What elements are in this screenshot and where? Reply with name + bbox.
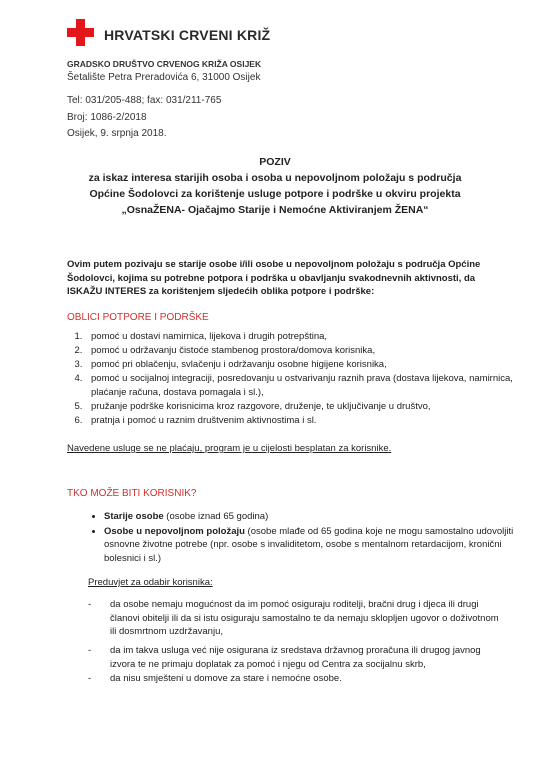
who-rest: (osobe mlađe od 65 godina koje ne mogu samostalno udovoljiti osnovne životne potrebe (npr. osobe s invaliditetom, osobe s mentalnom retardacijom, kronični bolesnici i sl.) <box>104 525 514 564</box>
who-rest: (osobe iznad 65 godina) <box>163 511 269 522</box>
list-item: 4. pomoć u socijalnoj integraciji, posredovanju u ostvarivanju raznih prava (dostava lijekova, namirnica, plaćanje računa, dostava pomagala i sl.), <box>85 372 515 399</box>
who-heading: TKO MOŽE BITI KORISNIK? <box>67 488 197 499</box>
who-list <box>88 510 514 566</box>
prereq-heading: Preduvjet za odabir korisnika: <box>88 577 213 588</box>
title-poziv: POZIV <box>259 156 291 168</box>
who-bold: Starije osobe <box>104 511 164 522</box>
address: Šetalište Petra Preradovića 6, 31000 Osijek <box>67 72 261 83</box>
list-item: 6. pratnja i pomoć u raznim društvenim aktivnostima i sl. <box>85 414 515 428</box>
red-cross-logo-icon <box>67 19 94 46</box>
title-line-3: Općine Šodolovci za korištenje usluge potpore i podrške u okviru projekta <box>89 188 461 200</box>
dash-marker: - <box>88 645 92 656</box>
list-item <box>88 644 500 671</box>
forms-list <box>67 330 515 428</box>
list-item <box>88 672 500 686</box>
document-date: Osijek, 9. srpnja 2018. <box>67 128 167 139</box>
intro-line-2: Šodolovci, kojima su potrebne potpora i podrška u obavljanju svakodnevnih aktivnosti, da <box>67 272 476 284</box>
free-note: Navedene usluge se ne plaćaju, program je u cijelosti besplatan za korisnike. <box>67 443 392 454</box>
intro-line-1: Ovim putem pozivaju se starije osobe i/ili osobe u nepovoljnom položaju s područja Općine <box>67 259 481 270</box>
title-line-4: „OsnaŽENA- Ojačajmo Starije i Nemoćne Aktiviranjem ŽENA“ <box>121 204 429 216</box>
prereq-text: da im takva usluga već nije osigurana iz sredstava državnog proračuna ili drugog javnog izvora te ne primaju doplatak za pomoć i njegu od Centra za socijalnu skrb, <box>110 645 481 670</box>
branch-name: GRADSKO DRUŠTVO CRVENOG KRIŽA OSIJEK <box>67 59 262 69</box>
list-item <box>104 510 514 524</box>
list-item: 2. pomoć u održavanju čistoće stambenog prostora/domova korisnika, <box>85 344 515 358</box>
document-number: Broj: 1086-2/2018 <box>67 112 147 123</box>
intro-paragraph <box>67 258 507 299</box>
list-item <box>104 525 514 566</box>
list-item <box>88 598 500 639</box>
intro-line-3: ISKAŽU INTERES za korištenjem sljedećih oblika potpore i podrške: <box>67 286 375 297</box>
list-item: 3. pomoć pri oblačenju, svlačenju i održavanju osobne higijene korisnika, <box>85 358 515 372</box>
prereq-text: da nisu smješteni u domove za stare i nemoćne osobe. <box>110 673 342 684</box>
dash-marker: - <box>88 599 92 610</box>
title-line-2: za iskaz interesa starijih osoba i osoba u nepovoljnom položaju s područja <box>88 172 462 184</box>
forms-heading: OBLICI POTPORE I PODRŠKE <box>67 312 209 323</box>
list-item: 1. pomoć u dostavi namirnica, lijekova i drugih potrepština, <box>85 330 515 344</box>
prereq-text: da osobe nemaju mogućnost da im pomoć osiguraju roditelji, bračni drug i djeca ili drugi članovi obitelji ili da si istu osiguraju samostalno te da nemaju sklopljen ugovor o doživotnom ili dosmrtnom uzdržavanju, <box>110 599 499 637</box>
contact-info: Tel: 031/205-488; fax: 031/211-765 <box>67 95 222 106</box>
list-item: 5. pružanje podrške korisnicima kroz razgovore, druženje, te uključivanje u društvo, <box>85 400 515 414</box>
who-bold: Osobe u nepovoljnom položaju <box>104 525 245 537</box>
dash-marker: - <box>88 673 92 684</box>
organization-name: HRVATSKI CRVENI KRIŽ <box>104 27 271 43</box>
